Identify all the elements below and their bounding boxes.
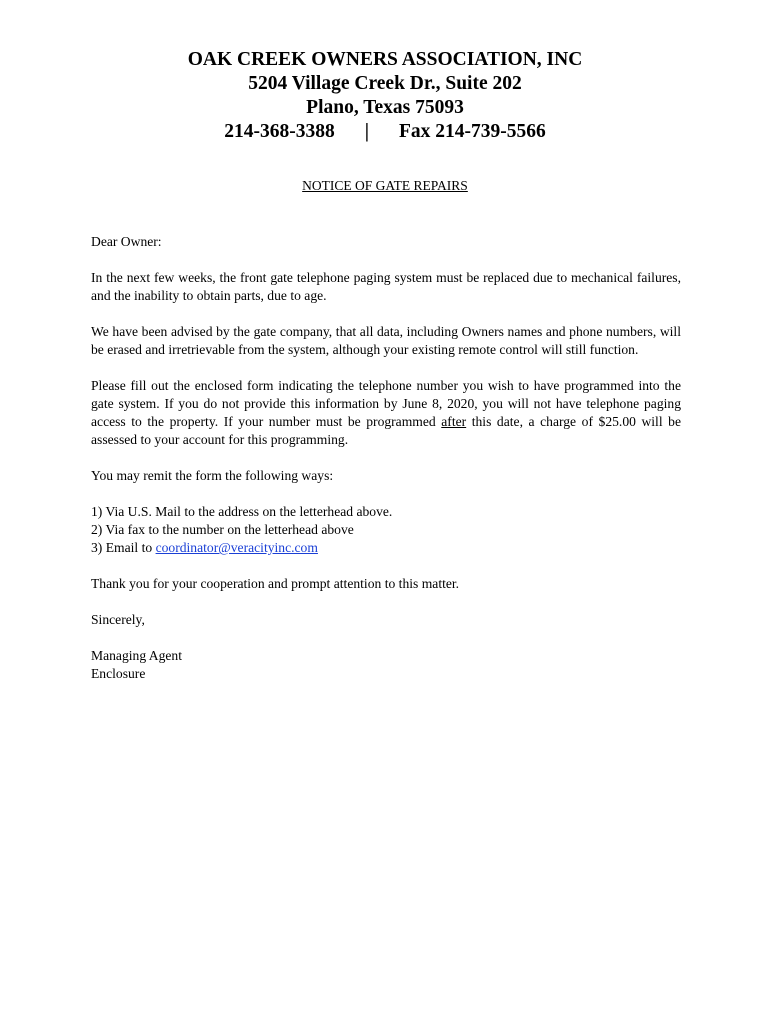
org-city: Plano, Texas 75093 — [306, 97, 464, 118]
org-street: 5204 Village Creek Dr., Suite 202 — [248, 73, 522, 94]
contact-separator: | — [364, 121, 369, 142]
salutation: Dear Owner: — [91, 234, 162, 249]
underlined-after: after — [441, 414, 467, 429]
org-name: OAK CREEK OWNERS ASSOCIATION, INC — [187, 49, 583, 70]
thanks-line: Thank you for your cooperation and prompt attention to this matter. — [91, 576, 460, 591]
remit-methods-list — [91, 503, 681, 557]
letter-body — [91, 233, 681, 701]
paragraph-3-start: Please fill out the enclosed form indicating the telephone number you wish to have programmed into the gate system. If you do not provide this information by June 8, 2020, you will not have telephone paging access to the property. If your number must be programmed — [91, 378, 681, 429]
letterhead — [0, 48, 770, 144]
enclosure-note: Enclosure — [91, 666, 146, 681]
paragraph-2: We have been advised by the gate company, that all data, including Owners names and phone numbers, will be erased and irretrievable from the system, although your existing remote control will still function. — [91, 324, 681, 357]
notice-subject: NOTICE OF GATE REPAIRS — [302, 178, 468, 193]
email-link[interactable]: coordinator@veracityinc.com — [155, 540, 318, 555]
method-email — [91, 539, 681, 557]
org-phone: 214-368-3388 — [224, 121, 335, 142]
signer: Managing Agent — [91, 648, 182, 663]
signature-block — [91, 647, 681, 683]
remit-intro: You may remit the form the following ways: — [91, 468, 334, 483]
paragraph-1: In the next few weeks, the front gate telephone paging system must be replaced due to mechanical failures, and the inability to obtain parts, due to age. — [91, 270, 681, 303]
org-contact — [0, 120, 770, 144]
paragraph-3-end: this date, a charge of $25.00 will be assessed to your account for this programming. — [91, 414, 682, 447]
org-fax: Fax 214-739-5566 — [399, 121, 546, 142]
closing: Sincerely, — [91, 612, 145, 627]
method-email-label: 3) Email to — [91, 540, 156, 555]
method-fax: 2) Via fax to the number on the letterhead above — [91, 522, 354, 537]
paragraph-3 — [91, 377, 681, 449]
method-mail: 1) Via U.S. Mail to the address on the letterhead above. — [91, 504, 393, 519]
